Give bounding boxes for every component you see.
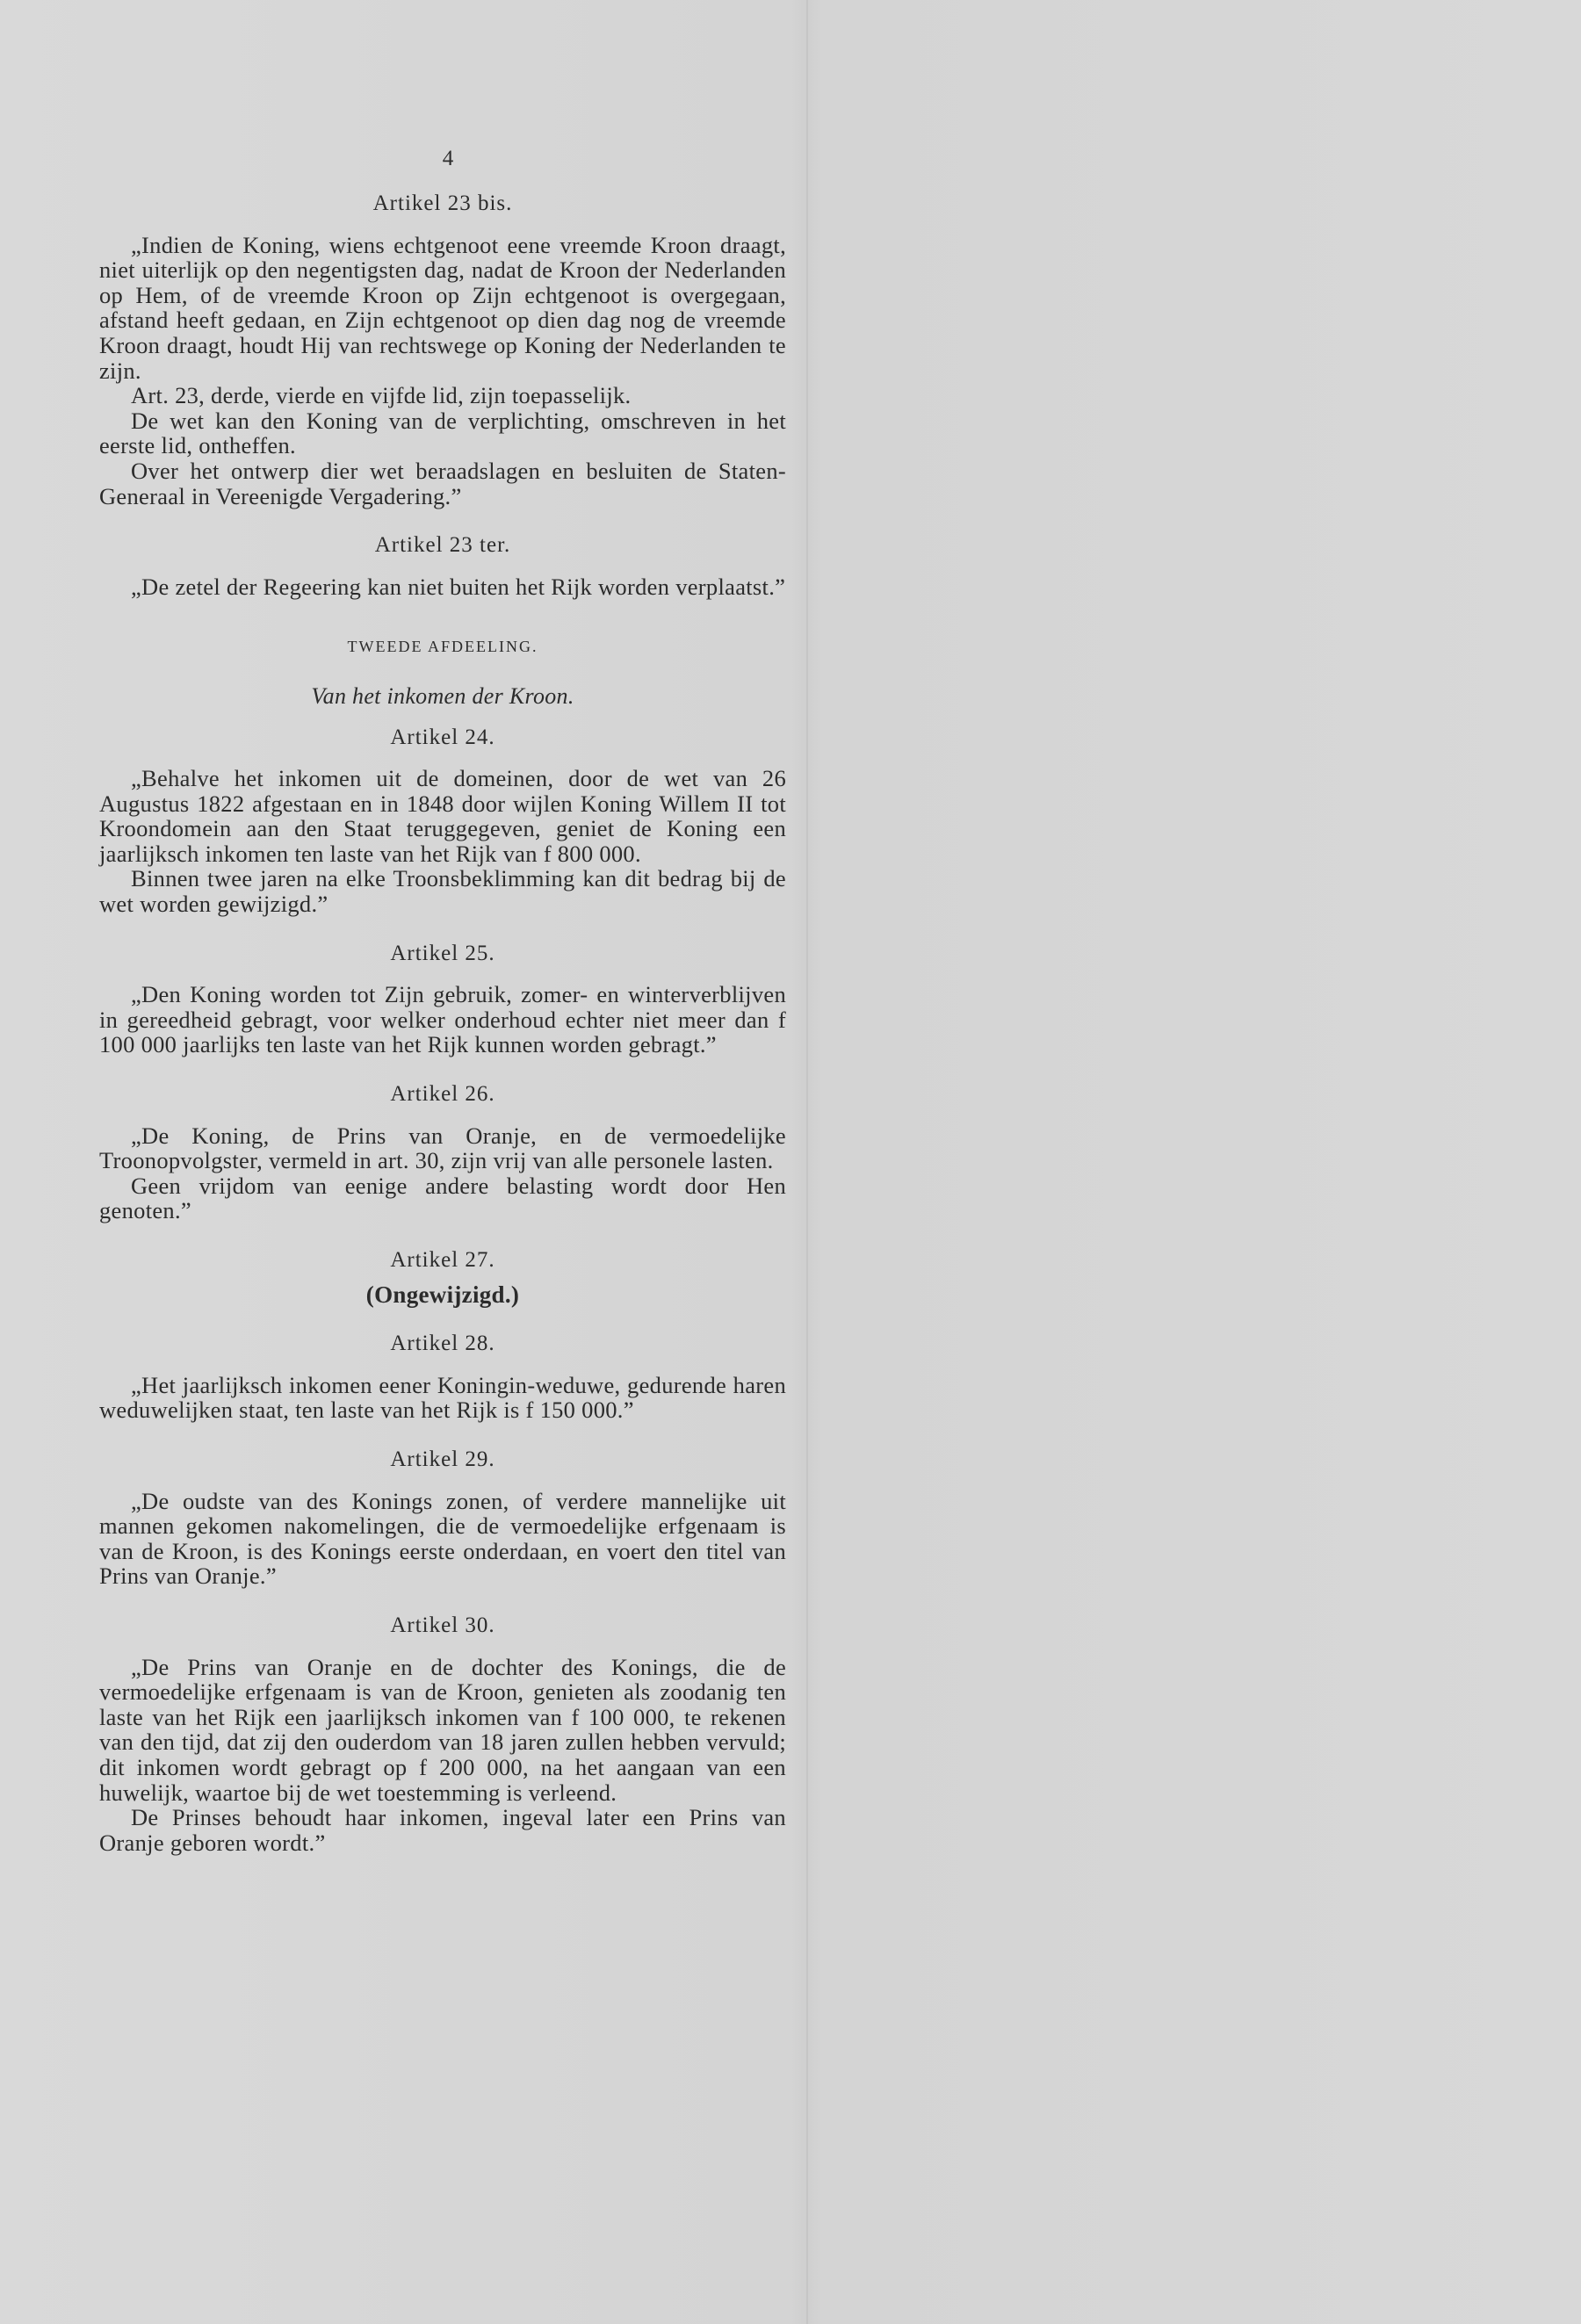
art30-paragraph-2: De Prinses behoudt haar inkomen, ingeval later een Prins van Oranje geboren wordt.” xyxy=(99,1804,786,1856)
article-heading-27: Artikel 27. xyxy=(390,1248,495,1272)
art23bis-paragraph-4: Over het ontwerp dier wet beraadslagen en besluiten de Staten-Generaal in Vereenigde Vergadering.” xyxy=(99,457,786,509)
art25-paragraph-1: „Den Koning worden tot Zijn gebruik, zomer- en winterverblijven in gereedheid gebragt, voor welker onderhoud echter niet meer dan f 100 000 jaarlijks ten laste van het Rijk kunnen worden gebragt.” xyxy=(99,981,786,1058)
article-heading-30: Artikel 30. xyxy=(390,1613,495,1637)
art29-paragraph-1: „De oudste van des Konings zonen, of verdere mannelijke uit mannen gekomen nakomelingen, die de vermoedelijke erfgenaam is van de Kroon, is des Konings eerste onderdaan, en voert den titel van Prins van Oranje.” xyxy=(99,1487,786,1590)
article-heading-25: Artikel 25. xyxy=(390,941,495,965)
article-heading-23ter: Artikel 23 ter. xyxy=(374,533,511,558)
article-heading-24: Artikel 24. xyxy=(390,725,495,749)
art28-paragraph-1: „Het jaarlijksch inkomen eener Koningin-weduwe, gedurende haren weduwelijken staat, ten laste van het Rijk is f 150 000.” xyxy=(99,1371,786,1424)
art23bis-paragraph-1: „Indien de Koning, wiens echtgenoot eene vreemde Kroon draagt, niet uiterlijk op den negentigsten dag, nadat de Kroon der Nederlanden op Hem, of de vreemde Kroon op Zijn echtgenoot is overgegaan, afstand heeft gedaan, en Zijn echtgenoot op dien dag nog de vreemde Kroon draagt, houdt Hij van rechtswege op Koning der Nederlanden te zijn. xyxy=(99,231,786,384)
section-title: Van het inkomen der Kroon. xyxy=(311,682,574,709)
art26-paragraph-2: Geen vrijdom van eenige andere belasting wordt door Hen genoten.” xyxy=(99,1172,786,1224)
article-heading-29: Artikel 29. xyxy=(390,1447,495,1471)
article-heading-28: Artikel 28. xyxy=(390,1332,495,1356)
art24-paragraph-2: Binnen twee jaren na elke Troonsbeklimming kan dit bedrag bij de wet worden gewijzigd.” xyxy=(99,865,786,918)
page-fold-shadow xyxy=(806,0,808,2324)
document-body xyxy=(99,191,786,1855)
art30-paragraph-1: „De Prins van Oranje en de dochter des Konings, die de vermoedelijke erfgenaam is van de Kroon, genieten als zoodanig ten laste van het Rijk een jaarlijksch inkomen van f 100 000, te rekenen van den tijd, dat zij den ouderdom van 18 jaren zullen hebben vervuld; dit inkomen wordt gebragt op f 200 000, na het aangaan van een huwelijk, waartoe bij de wet toestemming is verleend. xyxy=(99,1653,786,1806)
art23ter-paragraph-1: „De zetel der Regeering kan niet buiten het Rijk worden verplaatst.” xyxy=(131,573,786,600)
art24-paragraph-1: „Behalve het inkomen uit de domeinen, door de wet van 26 Augustus 1822 afgestaan en in 1848 door wijlen Koning Willem II tot Kroondomein aan den Staat teruggegeven, geniet de Koning een jaarlijksch inkomen ten laste van het Rijk van f 800 000. xyxy=(99,765,786,867)
article-heading-26: Artikel 26. xyxy=(390,1082,495,1107)
page-number: 4 xyxy=(442,147,454,170)
article-27-unchanged-note: (Ongewijzigd.) xyxy=(365,1281,520,1308)
art23bis-paragraph-2: Art. 23, derde, vierde en vijfde lid, zijn toepasselijk. xyxy=(131,382,632,409)
article-heading-23bis: Artikel 23 bis. xyxy=(372,191,513,215)
art23bis-paragraph-3: De wet kan den Koning van de verplichting, omschreven in het eerste lid, ontheffen. xyxy=(99,407,786,459)
art26-paragraph-1: „De Koning, de Prins van Oranje, en de vermoedelijke Troonopvolgster, vermeld in art. 30, zijn vrij van alle personele lasten. xyxy=(99,1122,786,1174)
section-label: TWEEDE AFDEELING. xyxy=(347,638,538,656)
